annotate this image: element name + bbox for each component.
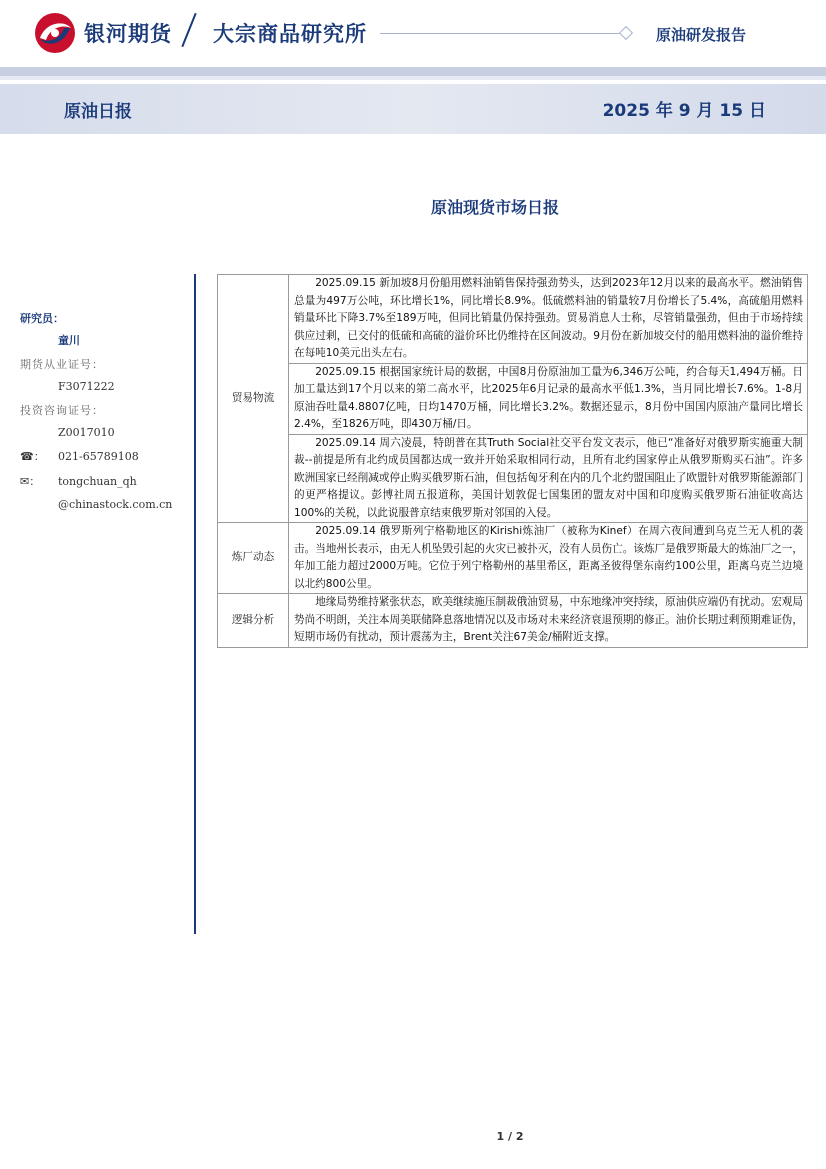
table-row — [218, 594, 808, 648]
news-paragraph: 2025.09.15 新加坡8月份船用燃料油销售保持强劲势头，达到2023年12月以来的最高水平。燃油销售总量为497万公吨，环比增长1%，同比增长8.9%。低硫燃料油的销量较7月份增长了5.4%，高硫船用燃料销量环比下降3.7%至189万吨，但同比销量仍保持强劲。贸易消息人士称，尽管销量强劲，但由于市场持续供应过剩，已交付的低硫和高硫的溢价环比仍维持在区间波动。9月份在新加坡交付的船用燃料油的溢价维持在每吨10美元出头左右。 — [294, 277, 803, 359]
company-name: 银河期货 — [84, 22, 172, 46]
news-paragraph: 2025.09.14 俄罗斯列宁格勒地区的Kirishi炼油厂（被称为Kinef）在周六夜间遭到乌克兰无人机的袭击。当地州长表示，由无人机坠毁引起的火灾已被扑灭，没有人员伤亡。该炼厂是俄罗斯最大的炼油厂之一，年加工能力超过2000万吨。它位于列宁格勒州的基里希区，距离圣彼得堡东南约100公里，距离乌克兰边境以北约800公里。 — [294, 525, 803, 590]
news-cell — [289, 523, 808, 594]
header-slash-divider — [181, 13, 196, 47]
analysis-paragraph: 地缘局势维持紧张状态，欧美继续施压制裁俄油贸易，中东地缘冲突持续，原油供应端仍有扰动。宏观局势尚不明朗，关注本周美联储降息落地情况以及市场对未来经济衰退预期的修正。油价长期过剩预期难证伪，短期市场仍有扰动，预计震荡为主，Brent关注67美金/桶附近支撑。 — [294, 596, 803, 643]
institute-name: 大宗商品研究所 — [213, 22, 367, 46]
sidebar-divider — [194, 274, 196, 934]
invest-cert-label: 投资咨询证号： — [20, 404, 104, 417]
researcher-name: 童川 — [58, 334, 80, 347]
table-row — [218, 434, 808, 523]
news-paragraph: 2025.09.15 根据国家统计局的数据，中国8月份原油加工量为6,346万公吨，约合每天1,494万桶。日加工量达到17个月以来的第二高水平，比2025年6月记录的最高水平低1.3%，当月同比增长7.6%。1-8月原油吞吐量4.8807亿吨，日均1470万桶，同比增长3.2%。数据还显示，8月份中国国内原油产量同比增长2.4%，至1826万吨，即430万桶/日。 — [294, 365, 803, 430]
researcher-label: 研究员： — [20, 312, 64, 325]
report-type: 原油研发报告 — [656, 26, 747, 44]
email-icon: ✉： — [20, 475, 41, 488]
table-row — [218, 523, 808, 594]
news-cell — [289, 275, 808, 364]
header-rule — [380, 33, 620, 34]
phone-row — [20, 448, 190, 464]
table-row — [218, 363, 808, 434]
daily-title: 原油日报 — [64, 102, 132, 122]
news-cell — [289, 363, 808, 434]
report-table — [217, 274, 808, 648]
report-date: 2025 年 9 月 15 日 — [602, 101, 766, 121]
futures-cert-number: F3071222 — [58, 380, 115, 393]
news-cell — [289, 434, 808, 523]
category-cell: 炼厂动态 — [218, 523, 289, 594]
title-band — [0, 84, 826, 134]
report-header — [0, 0, 826, 68]
news-paragraph: 2025.09.14 周六凌晨，特朗普在其Truth Social社交平台发文表示，他已“准备好对俄罗斯实施重大制裁--前提是所有北约成员国都达成一致并开始采取相同行动，且所有北约国家停止从俄罗斯购买石油”。许多欧洲国家已经削减或停止购买俄罗斯石油，但包括匈牙利在内的几个北约盟国阻止了欧盟针对俄罗斯能源部门的更严格提议。彭博社周五报道称，美国计划敦促七国集团的盟友对中国和印度购买俄罗斯石油征收高达100%的关税，以此说服普京结束俄罗斯对邻国的入侵。 — [294, 436, 803, 519]
email-address[interactable]: tongchuan_qh — [58, 474, 137, 488]
phone-icon: ☎： — [20, 450, 45, 463]
diamond-icon — [619, 26, 633, 40]
futures-cert-label: 期货从业证号： — [20, 358, 104, 371]
category-cell: 贸易物流 — [218, 275, 289, 523]
category-cell: 逻辑分析 — [218, 594, 289, 648]
email-domain[interactable]: @chinastock.com.cn — [58, 498, 173, 511]
invest-cert-number: Z0017010 — [58, 426, 115, 439]
galaxy-logo-icon — [34, 12, 76, 54]
main-title: 原油现货市场日报 — [430, 198, 559, 217]
page-number: 1 / 2 — [496, 1130, 524, 1143]
table-row — [218, 275, 808, 364]
researcher-sidebar — [20, 310, 190, 520]
header-stripe — [0, 67, 826, 76]
email-row — [20, 473, 190, 489]
phone-number: 021-65789108 — [58, 449, 139, 463]
news-cell — [289, 594, 808, 648]
